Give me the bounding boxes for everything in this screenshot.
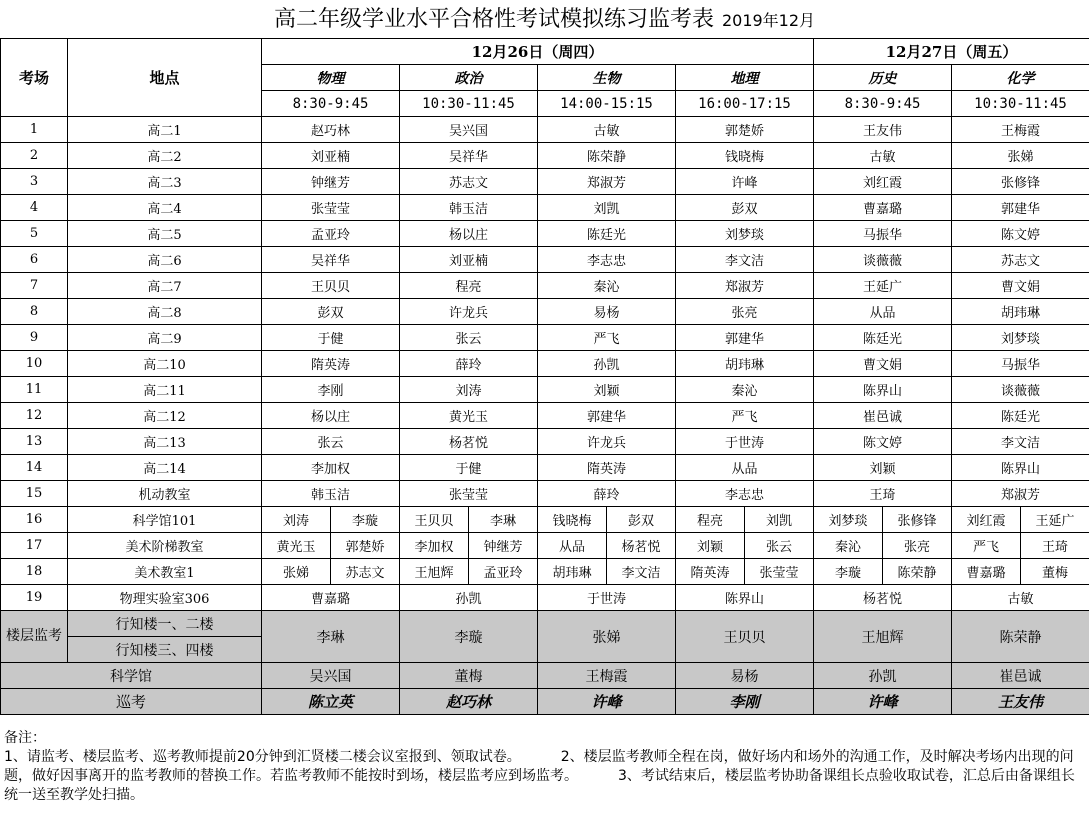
proctor-cell: 刘颖 — [538, 377, 676, 403]
subject-header: 生物 — [538, 65, 676, 91]
proctor-cell: 陈文婷 — [814, 429, 952, 455]
location-cell: 科学馆101 — [68, 507, 262, 533]
room-number: 15 — [1, 481, 68, 507]
proctor-cell: 苏志文 — [400, 169, 538, 195]
subject-header: 物理 — [262, 65, 400, 91]
proctor-cell: 杨茗悦 — [607, 533, 676, 559]
location-cell: 机动教室 — [68, 481, 262, 507]
location-cell: 物理实验室306 — [68, 585, 262, 611]
proctor-cell: 曹嘉璐 — [952, 559, 1021, 585]
proctor-cell: 张亮 — [883, 533, 952, 559]
room-number: 5 — [1, 221, 68, 247]
proctor-cell: 彭双 — [676, 195, 814, 221]
room-number: 8 — [1, 299, 68, 325]
proctor-cell: 刘梦琰 — [952, 325, 1089, 351]
room-number: 16 — [1, 507, 68, 533]
proctor-cell: 彭双 — [262, 299, 400, 325]
proctor-cell: 孙凯 — [400, 585, 538, 611]
proctor-cell: 曹文娟 — [814, 351, 952, 377]
proctor-cell: 刘亚楠 — [400, 247, 538, 273]
time-header: 8:30-9:45 — [814, 91, 952, 117]
proctor-cell: 孙凯 — [538, 351, 676, 377]
proctor-cell: 古敏 — [814, 143, 952, 169]
proctor-cell: 陈廷光 — [814, 325, 952, 351]
table-row — [1, 325, 1089, 351]
proctor-cell: 钟继芳 — [469, 533, 538, 559]
proctor-cell: 陈文婷 — [952, 221, 1089, 247]
proctor-cell: 王梅霞 — [952, 117, 1089, 143]
proctor-cell: 刘颖 — [814, 455, 952, 481]
schedule-table — [0, 38, 1089, 715]
patrol-cell: 李刚 — [676, 689, 814, 715]
table-row — [1, 585, 1089, 611]
floor-proctor-cell: 李璇 — [400, 611, 538, 663]
proctor-cell: 刘涛 — [400, 377, 538, 403]
proctor-cell: 韩玉洁 — [262, 481, 400, 507]
proctor-cell: 张莹莹 — [745, 559, 814, 585]
proctor-cell: 李璇 — [814, 559, 883, 585]
floor-proctor-cell: 陈荣静 — [952, 611, 1089, 663]
time-header: 14:00-15:15 — [538, 91, 676, 117]
proctor-cell: 张云 — [745, 533, 814, 559]
proctor-cell: 刘凯 — [538, 195, 676, 221]
proctor-cell: 吴兴国 — [400, 117, 538, 143]
proctor-cell: 陈荣静 — [538, 143, 676, 169]
patrol-label: 巡考 — [1, 689, 262, 715]
location-cell: 高二3 — [68, 169, 262, 195]
location-cell: 高二13 — [68, 429, 262, 455]
room-number: 9 — [1, 325, 68, 351]
table-row — [1, 221, 1089, 247]
proctor-cell: 苏志文 — [331, 559, 400, 585]
proctor-cell: 严飞 — [676, 403, 814, 429]
room-number: 1 — [1, 117, 68, 143]
notes-body — [4, 748, 1084, 805]
proctor-cell: 郭建华 — [676, 325, 814, 351]
proctor-cell: 张娣 — [952, 143, 1089, 169]
proctor-cell: 李文洁 — [607, 559, 676, 585]
proctor-cell: 杨茗悦 — [400, 429, 538, 455]
room-number: 13 — [1, 429, 68, 455]
location-cell: 高二5 — [68, 221, 262, 247]
proctor-cell: 刘凯 — [745, 507, 814, 533]
patrol-cell: 许峰 — [538, 689, 676, 715]
proctor-cell: 苏志文 — [952, 247, 1089, 273]
proctor-cell: 许峰 — [676, 169, 814, 195]
subject-header: 政治 — [400, 65, 538, 91]
location-cell: 高二12 — [68, 403, 262, 429]
room-number: 4 — [1, 195, 68, 221]
proctor-cell: 王琦 — [814, 481, 952, 507]
proctor-cell: 李璇 — [331, 507, 400, 533]
subject-header: 地理 — [676, 65, 814, 91]
floor-proctor-cell: 董梅 — [400, 663, 538, 689]
proctor-cell: 吴祥华 — [400, 143, 538, 169]
proctor-cell: 王贝贝 — [262, 273, 400, 299]
table-row — [1, 195, 1089, 221]
location-cell: 高二4 — [68, 195, 262, 221]
location-cell: 高二1 — [68, 117, 262, 143]
room-number: 14 — [1, 455, 68, 481]
proctor-cell: 杨茗悦 — [814, 585, 952, 611]
proctor-cell: 隋英涛 — [676, 559, 745, 585]
note-3: 3、考试结束后，楼层监考协助备课组长点验收取试卷，汇总后由备课组长统一送至教学处扫描。 — [4, 768, 1075, 803]
proctor-cell: 李文洁 — [676, 247, 814, 273]
location-cell: 高二9 — [68, 325, 262, 351]
table-row — [1, 117, 1089, 143]
location-cell: 美术阶梯教室 — [68, 533, 262, 559]
floor-proctor-cell: 易杨 — [676, 663, 814, 689]
proctor-cell: 李文洁 — [952, 429, 1089, 455]
proctor-cell: 于健 — [262, 325, 400, 351]
table-header — [1, 39, 1089, 117]
proctor-cell: 郑淑芳 — [538, 169, 676, 195]
room-number: 6 — [1, 247, 68, 273]
proctor-cell: 胡玮琳 — [952, 299, 1089, 325]
table-row — [1, 299, 1089, 325]
proctor-cell: 胡玮琳 — [538, 559, 607, 585]
proctor-cell: 杨以庄 — [262, 403, 400, 429]
proctor-cell: 从品 — [538, 533, 607, 559]
table-body — [1, 117, 1089, 715]
proctor-cell: 曹嘉璐 — [814, 195, 952, 221]
proctor-cell: 郭楚娇 — [676, 117, 814, 143]
header-day1: 12月26日（周四） — [262, 39, 814, 65]
proctor-cell: 王友伟 — [814, 117, 952, 143]
proctor-cell: 李志忠 — [538, 247, 676, 273]
proctor-cell: 郭建华 — [952, 195, 1089, 221]
floor-proctor-cell: 王贝贝 — [676, 611, 814, 663]
proctor-cell: 钱晓梅 — [676, 143, 814, 169]
proctor-cell: 张莹莹 — [262, 195, 400, 221]
floor-proctor-cell: 崔邑诚 — [952, 663, 1089, 689]
proctor-cell: 程亮 — [676, 507, 745, 533]
location-cell: 高二10 — [68, 351, 262, 377]
proctor-cell: 黄光玉 — [262, 533, 331, 559]
proctor-cell: 郑淑芳 — [952, 481, 1089, 507]
proctor-cell: 吴祥华 — [262, 247, 400, 273]
table-row — [1, 403, 1089, 429]
proctor-cell: 程亮 — [400, 273, 538, 299]
proctor-cell: 从品 — [676, 455, 814, 481]
table-row — [1, 455, 1089, 481]
proctor-cell: 古敏 — [538, 117, 676, 143]
title-text: 高二年级学业水平合格性考试模拟练习监考表 — [273, 7, 714, 32]
table-row — [1, 351, 1089, 377]
floor-proctor-cell: 李琳 — [262, 611, 400, 663]
room-number: 2 — [1, 143, 68, 169]
table-row — [1, 273, 1089, 299]
proctor-cell: 张娣 — [262, 559, 331, 585]
table-row — [1, 481, 1089, 507]
proctor-cell: 王琦 — [1021, 533, 1089, 559]
proctor-cell: 陈廷光 — [538, 221, 676, 247]
proctor-cell: 马振华 — [814, 221, 952, 247]
proctor-cell: 谈薇薇 — [814, 247, 952, 273]
table-row — [1, 559, 1089, 585]
patrol-cell: 陈立英 — [262, 689, 400, 715]
proctor-cell: 隋英涛 — [262, 351, 400, 377]
proctor-cell: 许龙兵 — [538, 429, 676, 455]
proctor-cell: 王旭辉 — [400, 559, 469, 585]
table-row — [1, 169, 1089, 195]
subject-header: 化学 — [952, 65, 1089, 91]
floor-proctor-cell: 吴兴国 — [262, 663, 400, 689]
proctor-cell: 曹文娟 — [952, 273, 1089, 299]
location-cell: 高二6 — [68, 247, 262, 273]
proctor-cell: 李琳 — [469, 507, 538, 533]
proctor-cell: 崔邑诚 — [814, 403, 952, 429]
header-room: 考场 — [1, 39, 68, 117]
proctor-cell: 孟亚玲 — [469, 559, 538, 585]
proctor-cell: 张云 — [262, 429, 400, 455]
proctor-cell: 谈薇薇 — [952, 377, 1089, 403]
patrol-cell: 许峰 — [814, 689, 952, 715]
proctor-cell: 张云 — [400, 325, 538, 351]
proctor-cell: 王延广 — [1021, 507, 1089, 533]
time-header: 10:30-11:45 — [952, 91, 1089, 117]
proctor-cell: 刘颖 — [676, 533, 745, 559]
proctor-cell: 马振华 — [952, 351, 1089, 377]
patrol-cell: 王友伟 — [952, 689, 1089, 715]
proctor-cell: 陈荣静 — [883, 559, 952, 585]
proctor-cell: 陈界山 — [676, 585, 814, 611]
proctor-cell: 秦沁 — [676, 377, 814, 403]
floor-proctor-cell: 孙凯 — [814, 663, 952, 689]
room-number: 19 — [1, 585, 68, 611]
proctor-cell: 曹嘉璐 — [262, 585, 400, 611]
proctor-cell: 秦沁 — [814, 533, 883, 559]
proctor-cell: 刘红霞 — [814, 169, 952, 195]
notes — [4, 729, 1084, 805]
time-header: 10:30-11:45 — [400, 91, 538, 117]
floor-proctor-cell: 王旭辉 — [814, 611, 952, 663]
room-number: 7 — [1, 273, 68, 299]
proctor-cell: 黄光玉 — [400, 403, 538, 429]
proctor-cell: 易杨 — [538, 299, 676, 325]
floor-proctor-cell: 王梅霞 — [538, 663, 676, 689]
location-cell: 高二2 — [68, 143, 262, 169]
proctor-cell: 陈界山 — [814, 377, 952, 403]
location-cell: 高二8 — [68, 299, 262, 325]
proctor-cell: 陈廷光 — [952, 403, 1089, 429]
proctor-cell: 隋英涛 — [538, 455, 676, 481]
proctor-cell: 董梅 — [1021, 559, 1089, 585]
proctor-cell: 郑淑芳 — [676, 273, 814, 299]
title-date: 2019年12月 — [721, 11, 816, 30]
page-title — [0, 0, 1089, 38]
note-2: 2、楼层监考教师全程在岗，做好场内和场外的沟通工作，及时解决考场内出现的问题，做好因事离开的监考教师的替换工作。若监考教师不能按时到场，楼层监考应到场监考。 — [4, 749, 1074, 784]
proctor-cell: 张修锋 — [952, 169, 1089, 195]
room-number: 3 — [1, 169, 68, 195]
room-number: 17 — [1, 533, 68, 559]
proctor-cell: 从品 — [814, 299, 952, 325]
location-cell: 高二11 — [68, 377, 262, 403]
proctor-cell: 王延广 — [814, 273, 952, 299]
patrol-cell: 赵巧林 — [400, 689, 538, 715]
proctor-cell: 李刚 — [262, 377, 400, 403]
proctor-cell: 郭楚娇 — [331, 533, 400, 559]
proctor-cell: 王贝贝 — [400, 507, 469, 533]
proctor-cell: 秦沁 — [538, 273, 676, 299]
room-number: 11 — [1, 377, 68, 403]
table-row — [1, 247, 1089, 273]
proctor-cell: 薛玲 — [538, 481, 676, 507]
floor-sub-2: 行知楼三、四楼 — [68, 637, 262, 663]
room-number: 18 — [1, 559, 68, 585]
notes-head: 备注： — [4, 730, 46, 746]
subject-header: 历史 — [814, 65, 952, 91]
proctor-cell: 彭双 — [607, 507, 676, 533]
time-header: 8:30-9:45 — [262, 91, 400, 117]
proctor-cell: 韩玉洁 — [400, 195, 538, 221]
proctor-cell: 李加权 — [262, 455, 400, 481]
proctor-cell: 张亮 — [676, 299, 814, 325]
proctor-cell: 薛玲 — [400, 351, 538, 377]
proctor-cell: 于世涛 — [676, 429, 814, 455]
proctor-cell: 钟继芳 — [262, 169, 400, 195]
proctor-cell: 严飞 — [538, 325, 676, 351]
room-number: 12 — [1, 403, 68, 429]
room-number: 10 — [1, 351, 68, 377]
proctor-cell: 刘红霞 — [952, 507, 1021, 533]
floor-sub-1: 行知楼一、二楼 — [68, 611, 262, 637]
proctor-cell: 赵巧林 — [262, 117, 400, 143]
proctor-cell: 张修锋 — [883, 507, 952, 533]
floor-proctor-cell: 张娣 — [538, 611, 676, 663]
proctor-cell: 陈界山 — [952, 455, 1089, 481]
proctor-cell: 郭建华 — [538, 403, 676, 429]
proctor-cell: 钱晓梅 — [538, 507, 607, 533]
proctor-cell: 古敏 — [952, 585, 1089, 611]
proctor-cell: 刘梦琰 — [814, 507, 883, 533]
proctor-cell: 孟亚玲 — [262, 221, 400, 247]
table-row — [1, 429, 1089, 455]
table-row — [1, 377, 1089, 403]
location-cell: 美术教室1 — [68, 559, 262, 585]
header-location: 地点 — [68, 39, 262, 117]
proctor-cell: 于世涛 — [538, 585, 676, 611]
location-cell: 高二14 — [68, 455, 262, 481]
proctor-cell: 杨以庄 — [400, 221, 538, 247]
location-cell: 高二7 — [68, 273, 262, 299]
floor-row — [1, 611, 1089, 637]
proctor-cell: 许龙兵 — [400, 299, 538, 325]
proctor-cell: 于健 — [400, 455, 538, 481]
proctor-cell: 胡玮琳 — [676, 351, 814, 377]
patrol-row — [1, 689, 1089, 715]
proctor-cell: 刘涛 — [262, 507, 331, 533]
note-1: 1、请监考、楼层监考、巡考教师提前20分钟到汇贤楼二楼会议室报到、领取试卷。 — [4, 749, 521, 765]
table-row — [1, 143, 1089, 169]
floor-row — [1, 663, 1089, 689]
proctor-cell: 刘亚楠 — [262, 143, 400, 169]
floor-label: 楼层监考 — [1, 611, 68, 663]
proctor-cell: 张莹莹 — [400, 481, 538, 507]
floor-sub-3: 科学馆 — [1, 663, 262, 689]
table-row — [1, 507, 1089, 533]
header-day2: 12月27日（周五） — [814, 39, 1089, 65]
proctor-cell: 严飞 — [952, 533, 1021, 559]
time-header: 16:00-17:15 — [676, 91, 814, 117]
proctor-cell: 李加权 — [400, 533, 469, 559]
proctor-cell: 刘梦琰 — [676, 221, 814, 247]
proctor-cell: 李志忠 — [676, 481, 814, 507]
table-row — [1, 533, 1089, 559]
